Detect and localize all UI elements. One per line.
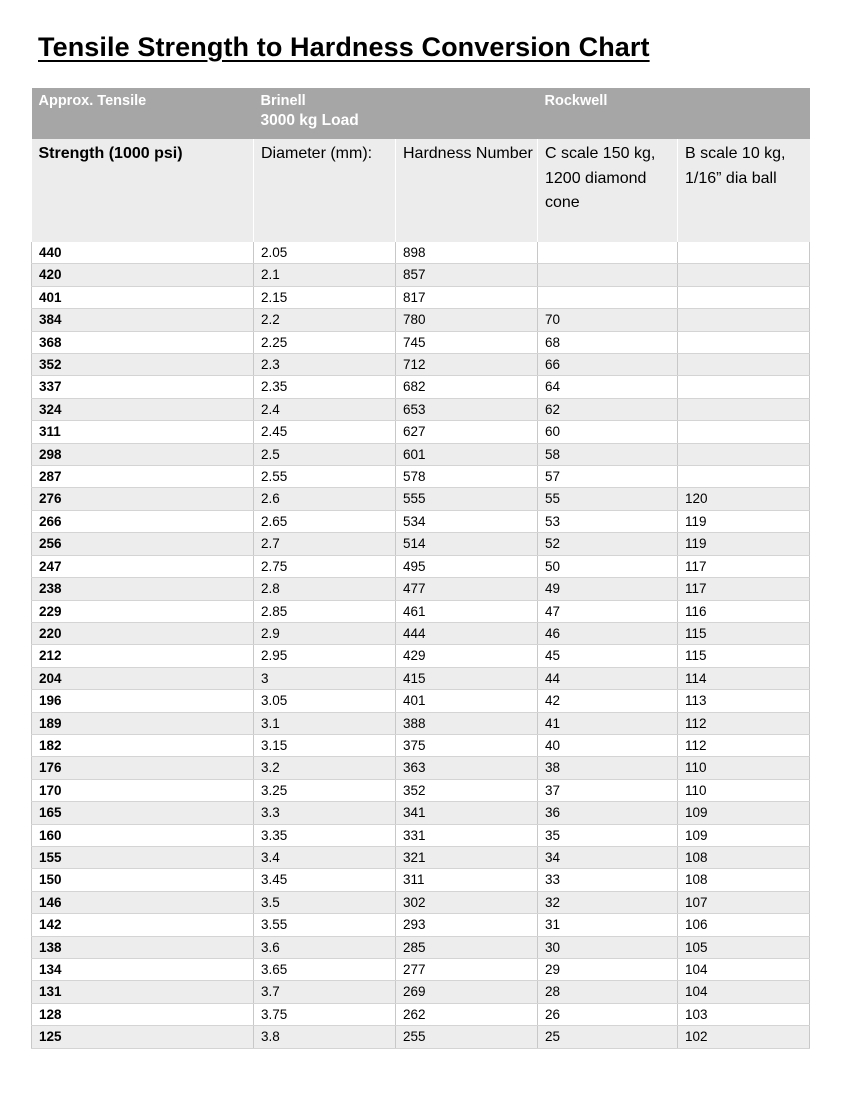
cell-rockwell-b [678,421,810,443]
cell-hardness-number: 780 [396,309,538,331]
cell-diameter: 3.4 [254,846,396,868]
cell-tensile-strength: 266 [32,510,254,532]
cell-tensile-strength: 138 [32,936,254,958]
cell-rockwell-c: 46 [538,622,678,644]
table-row [32,734,810,756]
table-row [32,891,810,913]
cell-diameter: 2.7 [254,533,396,555]
table-row [32,712,810,734]
header-strength: Strength (1000 psi) [32,139,254,242]
cell-rockwell-b [678,376,810,398]
cell-hardness-number: 415 [396,667,538,689]
cell-diameter: 3.7 [254,981,396,1003]
cell-tensile-strength: 204 [32,667,254,689]
cell-diameter: 2.95 [254,645,396,667]
cell-diameter: 2.5 [254,443,396,465]
cell-tensile-strength: 420 [32,264,254,286]
cell-diameter: 2.75 [254,555,396,577]
cell-rockwell-c: 40 [538,734,678,756]
cell-diameter: 2.4 [254,398,396,420]
cell-hardness-number: 331 [396,824,538,846]
cell-hardness-number: 352 [396,779,538,801]
table-row [32,376,810,398]
table-row [32,510,810,532]
cell-tensile-strength: 220 [32,622,254,644]
cell-rockwell-b: 116 [678,600,810,622]
table-row [32,242,810,264]
cell-tensile-strength: 142 [32,914,254,936]
table-body [32,242,810,1048]
cell-tensile-strength: 352 [32,354,254,376]
cell-rockwell-c: 28 [538,981,678,1003]
table-row [32,981,810,1003]
cell-diameter: 2.9 [254,622,396,644]
table-row [32,533,810,555]
cell-hardness-number: 817 [396,286,538,308]
cell-tensile-strength: 368 [32,331,254,353]
cell-tensile-strength: 401 [32,286,254,308]
cell-diameter: 3.45 [254,869,396,891]
cell-rockwell-b: 115 [678,622,810,644]
cell-rockwell-b: 105 [678,936,810,958]
cell-hardness-number: 401 [396,690,538,712]
table-row [32,936,810,958]
cell-tensile-strength: 150 [32,869,254,891]
cell-diameter: 3.05 [254,690,396,712]
table-row [32,1026,810,1048]
table-row [32,914,810,936]
header-approx-tensile: Approx. Tensile [32,88,254,139]
cell-rockwell-b: 119 [678,510,810,532]
cell-tensile-strength: 165 [32,802,254,824]
cell-diameter: 2.85 [254,600,396,622]
cell-diameter: 3.6 [254,936,396,958]
cell-rockwell-b: 120 [678,488,810,510]
cell-rockwell-b [678,264,810,286]
cell-hardness-number: 627 [396,421,538,443]
table-row [32,578,810,600]
cell-hardness-number: 682 [396,376,538,398]
table-row [32,779,810,801]
cell-rockwell-b [678,398,810,420]
cell-hardness-number: 302 [396,891,538,913]
cell-rockwell-c [538,242,678,264]
cell-tensile-strength: 146 [32,891,254,913]
header-diameter: Diameter (mm): [254,139,396,242]
cell-tensile-strength: 125 [32,1026,254,1048]
cell-hardness-number: 514 [396,533,538,555]
cell-rockwell-c [538,264,678,286]
cell-diameter: 3.1 [254,712,396,734]
cell-rockwell-b: 110 [678,757,810,779]
table-row [32,555,810,577]
cell-rockwell-c: 34 [538,846,678,868]
cell-tensile-strength: 189 [32,712,254,734]
table-row [32,286,810,308]
header-group-row [32,88,810,139]
cell-rockwell-b: 108 [678,846,810,868]
cell-rockwell-b: 102 [678,1026,810,1048]
cell-rockwell-b [678,443,810,465]
cell-diameter: 3.35 [254,824,396,846]
cell-rockwell-c: 38 [538,757,678,779]
cell-tensile-strength: 212 [32,645,254,667]
cell-hardness-number: 857 [396,264,538,286]
table-row [32,331,810,353]
cell-rockwell-c [538,286,678,308]
table-row [32,824,810,846]
table-row [32,488,810,510]
cell-rockwell-c: 70 [538,309,678,331]
cell-rockwell-c: 42 [538,690,678,712]
cell-hardness-number: 495 [396,555,538,577]
cell-rockwell-b [678,354,810,376]
header-hardness-number: Hardness Number [396,139,538,242]
cell-hardness-number: 269 [396,981,538,1003]
cell-diameter: 3.2 [254,757,396,779]
cell-rockwell-c: 41 [538,712,678,734]
table-row [32,645,810,667]
cell-hardness-number: 601 [396,443,538,465]
cell-rockwell-b: 104 [678,959,810,981]
cell-diameter: 3.3 [254,802,396,824]
cell-rockwell-c: 66 [538,354,678,376]
cell-rockwell-c: 50 [538,555,678,577]
cell-rockwell-c: 30 [538,936,678,958]
table-row [32,421,810,443]
header-brinell [254,88,538,139]
cell-hardness-number: 285 [396,936,538,958]
cell-hardness-number: 712 [396,354,538,376]
conversion-table [31,88,810,1049]
cell-diameter: 2.8 [254,578,396,600]
cell-tensile-strength: 238 [32,578,254,600]
table-row [32,959,810,981]
cell-diameter: 3.25 [254,779,396,801]
cell-hardness-number: 534 [396,510,538,532]
cell-rockwell-c: 58 [538,443,678,465]
cell-diameter: 2.1 [254,264,396,286]
cell-rockwell-b [678,242,810,264]
cell-hardness-number: 341 [396,802,538,824]
cell-tensile-strength: 160 [32,824,254,846]
cell-rockwell-c: 33 [538,869,678,891]
cell-rockwell-c: 25 [538,1026,678,1048]
table-row [32,443,810,465]
cell-rockwell-b [678,331,810,353]
cell-tensile-strength: 298 [32,443,254,465]
cell-hardness-number: 555 [396,488,538,510]
table-row [32,1003,810,1025]
cell-hardness-number: 444 [396,622,538,644]
cell-rockwell-c: 37 [538,779,678,801]
cell-hardness-number: 255 [396,1026,538,1048]
cell-tensile-strength: 134 [32,959,254,981]
cell-tensile-strength: 287 [32,466,254,488]
header-column-row [32,139,810,242]
table-row [32,398,810,420]
cell-rockwell-c: 55 [538,488,678,510]
cell-rockwell-b: 109 [678,824,810,846]
cell-rockwell-c: 47 [538,600,678,622]
cell-diameter: 2.15 [254,286,396,308]
cell-rockwell-b: 119 [678,533,810,555]
header-brinell-label: Brinell [260,93,306,109]
page-title: Tensile Strength to Hardness Conversion Chart [38,32,650,62]
table-row [32,869,810,891]
cell-rockwell-b [678,286,810,308]
table-row [32,264,810,286]
cell-tensile-strength: 176 [32,757,254,779]
cell-rockwell-c: 52 [538,533,678,555]
table-row [32,690,810,712]
cell-rockwell-b: 115 [678,645,810,667]
cell-tensile-strength: 170 [32,779,254,801]
cell-tensile-strength: 229 [32,600,254,622]
cell-tensile-strength: 384 [32,309,254,331]
cell-hardness-number: 363 [396,757,538,779]
cell-diameter: 3.55 [254,914,396,936]
cell-tensile-strength: 182 [32,734,254,756]
cell-diameter: 2.45 [254,421,396,443]
cell-rockwell-b: 106 [678,914,810,936]
cell-hardness-number: 293 [396,914,538,936]
table-row [32,667,810,689]
cell-rockwell-c: 64 [538,376,678,398]
table-row [32,600,810,622]
cell-rockwell-b: 112 [678,734,810,756]
cell-rockwell-c: 68 [538,331,678,353]
table-row [32,622,810,644]
cell-diameter: 2.65 [254,510,396,532]
cell-tensile-strength: 256 [32,533,254,555]
table-row [32,466,810,488]
cell-rockwell-b: 112 [678,712,810,734]
cell-hardness-number: 578 [396,466,538,488]
cell-tensile-strength: 324 [32,398,254,420]
cell-hardness-number: 461 [396,600,538,622]
cell-rockwell-c: 53 [538,510,678,532]
cell-tensile-strength: 247 [32,555,254,577]
cell-tensile-strength: 128 [32,1003,254,1025]
cell-hardness-number: 477 [396,578,538,600]
cell-rockwell-c: 31 [538,914,678,936]
cell-hardness-number: 321 [396,846,538,868]
cell-rockwell-b [678,466,810,488]
cell-rockwell-c: 36 [538,802,678,824]
cell-tensile-strength: 311 [32,421,254,443]
cell-tensile-strength: 276 [32,488,254,510]
cell-rockwell-c: 62 [538,398,678,420]
cell-tensile-strength: 337 [32,376,254,398]
cell-diameter: 2.3 [254,354,396,376]
cell-hardness-number: 898 [396,242,538,264]
cell-rockwell-c: 45 [538,645,678,667]
cell-diameter: 2.05 [254,242,396,264]
table-row [32,802,810,824]
cell-diameter: 3 [254,667,396,689]
cell-hardness-number: 262 [396,1003,538,1025]
cell-rockwell-b: 113 [678,690,810,712]
cell-rockwell-b: 114 [678,667,810,689]
table-row [32,309,810,331]
cell-rockwell-c: 32 [538,891,678,913]
cell-tensile-strength: 196 [32,690,254,712]
cell-diameter: 2.25 [254,331,396,353]
cell-hardness-number: 375 [396,734,538,756]
header-c-scale: C scale 150 kg, 1200 diamond cone [538,139,678,242]
table-row [32,354,810,376]
cell-diameter: 2.35 [254,376,396,398]
cell-rockwell-b: 110 [678,779,810,801]
cell-rockwell-b: 103 [678,1003,810,1025]
cell-rockwell-c: 35 [538,824,678,846]
header-brinell-load: 3000 kg Load [260,112,359,129]
cell-rockwell-c: 44 [538,667,678,689]
cell-diameter: 3.65 [254,959,396,981]
cell-hardness-number: 311 [396,869,538,891]
cell-rockwell-b: 107 [678,891,810,913]
cell-tensile-strength: 131 [32,981,254,1003]
cell-diameter: 3.75 [254,1003,396,1025]
cell-rockwell-c: 29 [538,959,678,981]
cell-rockwell-c: 26 [538,1003,678,1025]
header-rockwell: Rockwell [538,88,810,139]
cell-rockwell-b: 109 [678,802,810,824]
cell-rockwell-b: 108 [678,869,810,891]
cell-rockwell-b: 117 [678,578,810,600]
cell-rockwell-b: 104 [678,981,810,1003]
cell-diameter: 3.5 [254,891,396,913]
cell-diameter: 2.2 [254,309,396,331]
table-row [32,846,810,868]
cell-diameter: 2.6 [254,488,396,510]
cell-tensile-strength: 440 [32,242,254,264]
cell-hardness-number: 388 [396,712,538,734]
cell-tensile-strength: 155 [32,846,254,868]
cell-rockwell-b [678,309,810,331]
cell-hardness-number: 653 [396,398,538,420]
cell-rockwell-c: 49 [538,578,678,600]
cell-diameter: 2.55 [254,466,396,488]
cell-hardness-number: 429 [396,645,538,667]
cell-hardness-number: 745 [396,331,538,353]
cell-rockwell-b: 117 [678,555,810,577]
cell-hardness-number: 277 [396,959,538,981]
header-b-scale: B scale 10 kg, 1/16” dia ball [678,139,810,242]
cell-diameter: 3.8 [254,1026,396,1048]
table-row [32,757,810,779]
cell-diameter: 3.15 [254,734,396,756]
cell-rockwell-c: 60 [538,421,678,443]
cell-rockwell-c: 57 [538,466,678,488]
